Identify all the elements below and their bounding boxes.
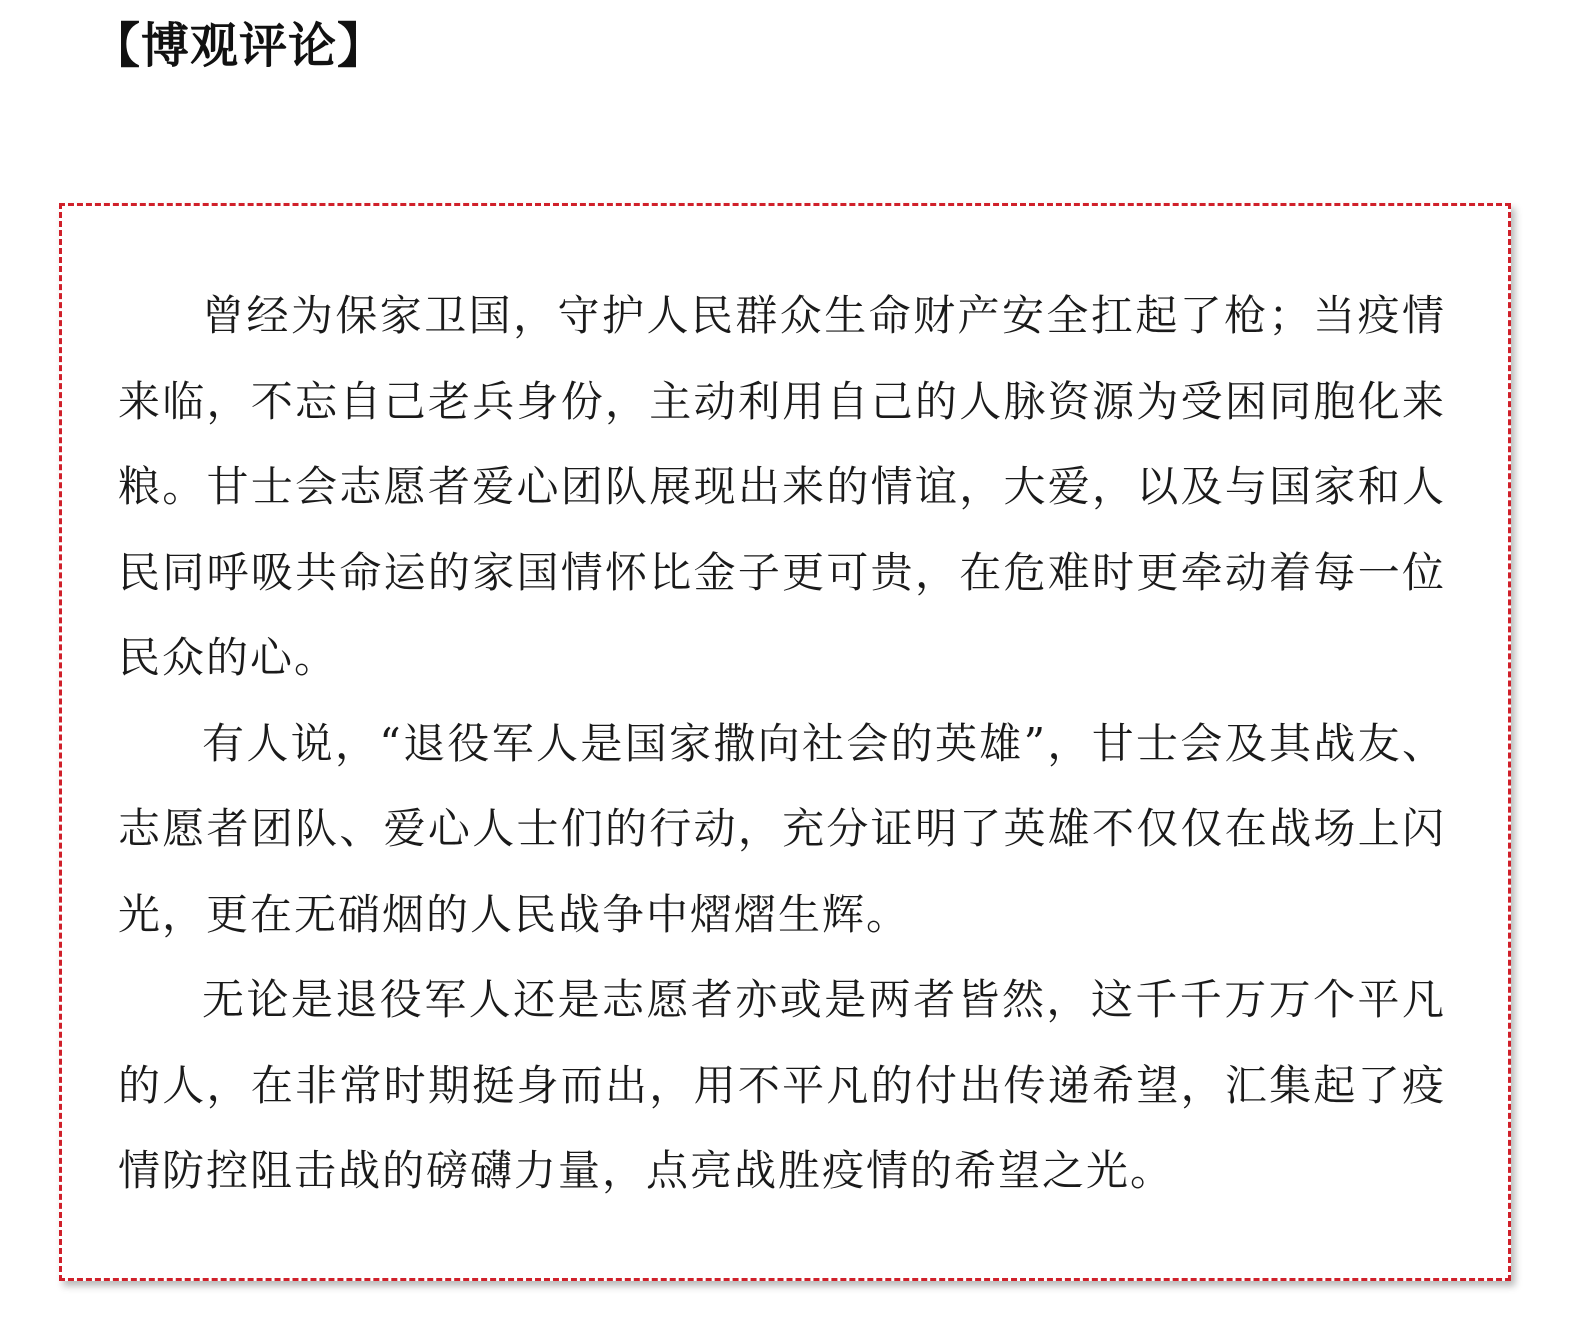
paragraph-3: 无论是退役军人还是志愿者亦或是两者皆然，这千千万万个平凡的人，在非常时期挺身而出，用不平凡的付出传递希望，汇集起了疫情防控阻击战的磅礴力量，点亮战胜疫情的希望之光。: [118, 975, 1446, 1195]
paragraph-1: 曾经为保家卫国，守护人民群众生命财产安全扛起了枪；当疫情来临，不忘自己老兵身份，主动利用自己的人脉资源为受困同胞化来粮。甘士会志愿者爱心团队展现出来的情谊，大爱，以及与国家和人民同呼吸共命运的家国情怀比金子更可贵，在危难时更牵动着每一位民众的心。: [118, 291, 1446, 682]
paragraph-2: 有人说，“退役军人是国家撒向社会的英雄”，甘士会及其战友、志愿者团队、爱心人士们的行动，充分证明了英雄不仅仅在战场上闪光，更在无硝烟的人民战争中熠熠生辉。: [118, 718, 1446, 939]
commentary-box: [59, 203, 1511, 1281]
section-heading: 【博观评论】: [92, 18, 387, 74]
commentary-body: [118, 273, 1446, 1214]
